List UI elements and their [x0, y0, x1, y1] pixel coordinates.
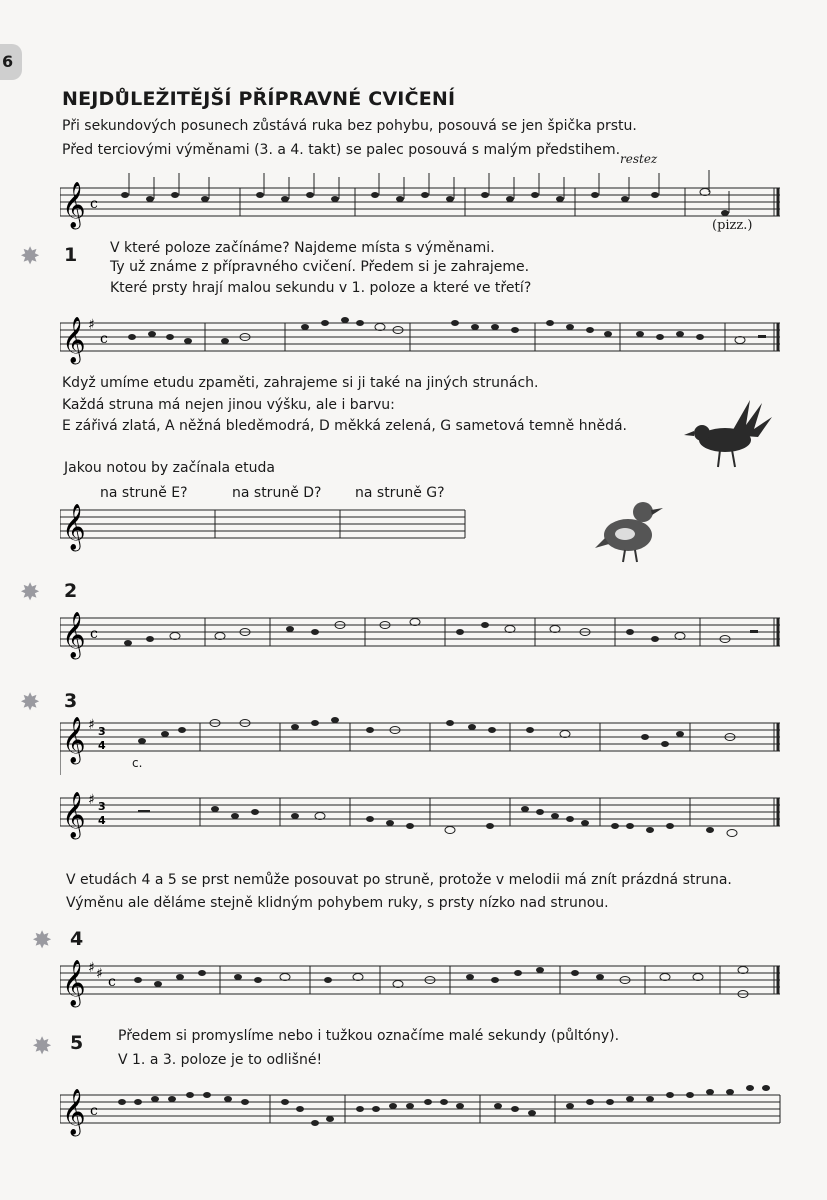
music-staff-blank [60, 495, 475, 555]
svg-text:♯: ♯ [88, 792, 95, 808]
star-icon: ✸ [20, 242, 41, 270]
svg-text:c: c [90, 626, 98, 642]
exercise-5-number: 5 [70, 1032, 84, 1054]
page-number: 6 [0, 44, 22, 80]
etudes-line-1: V etudách 4 a 5 se prst nemůže posouvat po struně, protože v melodii má znít prázdná struna. [66, 872, 732, 888]
svg-text:𝄞: 𝄞 [62, 960, 86, 1006]
svg-text:𝄞: 𝄞 [62, 504, 86, 550]
exercise-1-line-3: Které prsty hrají malou sekundu v 1. poloze a které ve třetí? [110, 280, 532, 296]
exercise-1-number: 1 [64, 244, 78, 266]
svg-text:𝄞: 𝄞 [62, 317, 86, 363]
exercise-1-line-1: V které poloze začínáme? Najdeme místa s výměnami. [110, 240, 495, 256]
music-staff-3-upper [60, 705, 785, 775]
etudes-line-2: Výměnu ale děláme stejně klidným pohybem ruky, s prsty nízko nad strunou. [66, 895, 609, 911]
svg-text:3: 3 [98, 800, 106, 813]
music-staff-intro [60, 170, 785, 240]
music-staff-3-lower [60, 780, 785, 850]
star-icon: ✸ [32, 1032, 53, 1060]
strings-line-3: E zářivá zlatá, A něžná bleděmodrá, D měkká zelená, G sametová temně hnědá. [62, 418, 627, 434]
svg-text:c: c [100, 331, 108, 347]
exercise-1-line-2: Ty už známe z přípravného cvičení. Předem si je zahrajeme. [110, 259, 530, 275]
c-mark: c. [132, 756, 143, 770]
music-staff-5 [60, 1075, 785, 1150]
treble-clef-icon: 𝄞 [62, 182, 86, 228]
exercise-5-line-1: Předem si promyslíme nebo i tužkou označíme malé sekundy (půltóny). [118, 1028, 620, 1044]
svg-text:c: c [90, 196, 98, 212]
svg-text:𝄞: 𝄞 [62, 612, 86, 658]
exercise-4-number: 4 [70, 928, 84, 950]
svg-text:3: 3 [98, 725, 106, 738]
svg-text:4: 4 [98, 814, 106, 827]
svg-text:♯: ♯ [88, 717, 95, 733]
star-icon: ✸ [20, 578, 41, 606]
string-d-label: na struně D? [232, 485, 322, 501]
svg-text:♯: ♯ [96, 966, 103, 982]
star-icon: ✸ [32, 926, 53, 954]
restez-mark: restez [620, 152, 658, 166]
music-staff-1 [60, 305, 785, 375]
crow-illustration [680, 395, 775, 475]
music-staff-2 [60, 600, 785, 670]
intro-line-1: Při sekundových posunech zůstává ruka bez pohybu, posouvá se jen špička prstu. [62, 118, 637, 134]
intro-line-2: Před terciovými výměnami (3. a 4. takt) se palec posouvá s malým předstihem. [62, 142, 621, 158]
svg-text:♯: ♯ [88, 317, 95, 333]
svg-text:c: c [90, 1103, 98, 1119]
svg-text:4: 4 [98, 739, 106, 752]
svg-text:𝄞: 𝄞 [62, 792, 86, 838]
exercise-3-number: 3 [64, 690, 78, 712]
exercise-2-number: 2 [64, 580, 78, 602]
music-staff-4 [60, 948, 785, 1018]
svg-text:c: c [108, 974, 116, 990]
svg-text:𝄞: 𝄞 [62, 1089, 86, 1135]
pizz-mark: (pizz.) [712, 218, 753, 233]
string-question: Jakou notou by začínala etuda [64, 460, 275, 476]
strings-line-2: Každá struna má nejen jinou výšku, ale i barvu: [62, 397, 395, 413]
svg-text:♯: ♯ [88, 960, 95, 976]
page-title: NEJDŮLEŽITĚJŠÍ PŘÍPRAVNÉ CVIČENÍ [62, 88, 456, 110]
exercise-5-line-2: V 1. a 3. poloze je to odlišné! [118, 1052, 323, 1068]
string-e-label: na struně E? [100, 485, 188, 501]
strings-line-1: Když umíme etudu zpaměti, zahrajeme si ji také na jiných strunách. [62, 375, 539, 391]
svg-text:𝄞: 𝄞 [62, 717, 86, 763]
string-g-label: na struně G? [355, 485, 445, 501]
star-icon: ✸ [20, 688, 41, 716]
bird-illustration [595, 490, 670, 565]
